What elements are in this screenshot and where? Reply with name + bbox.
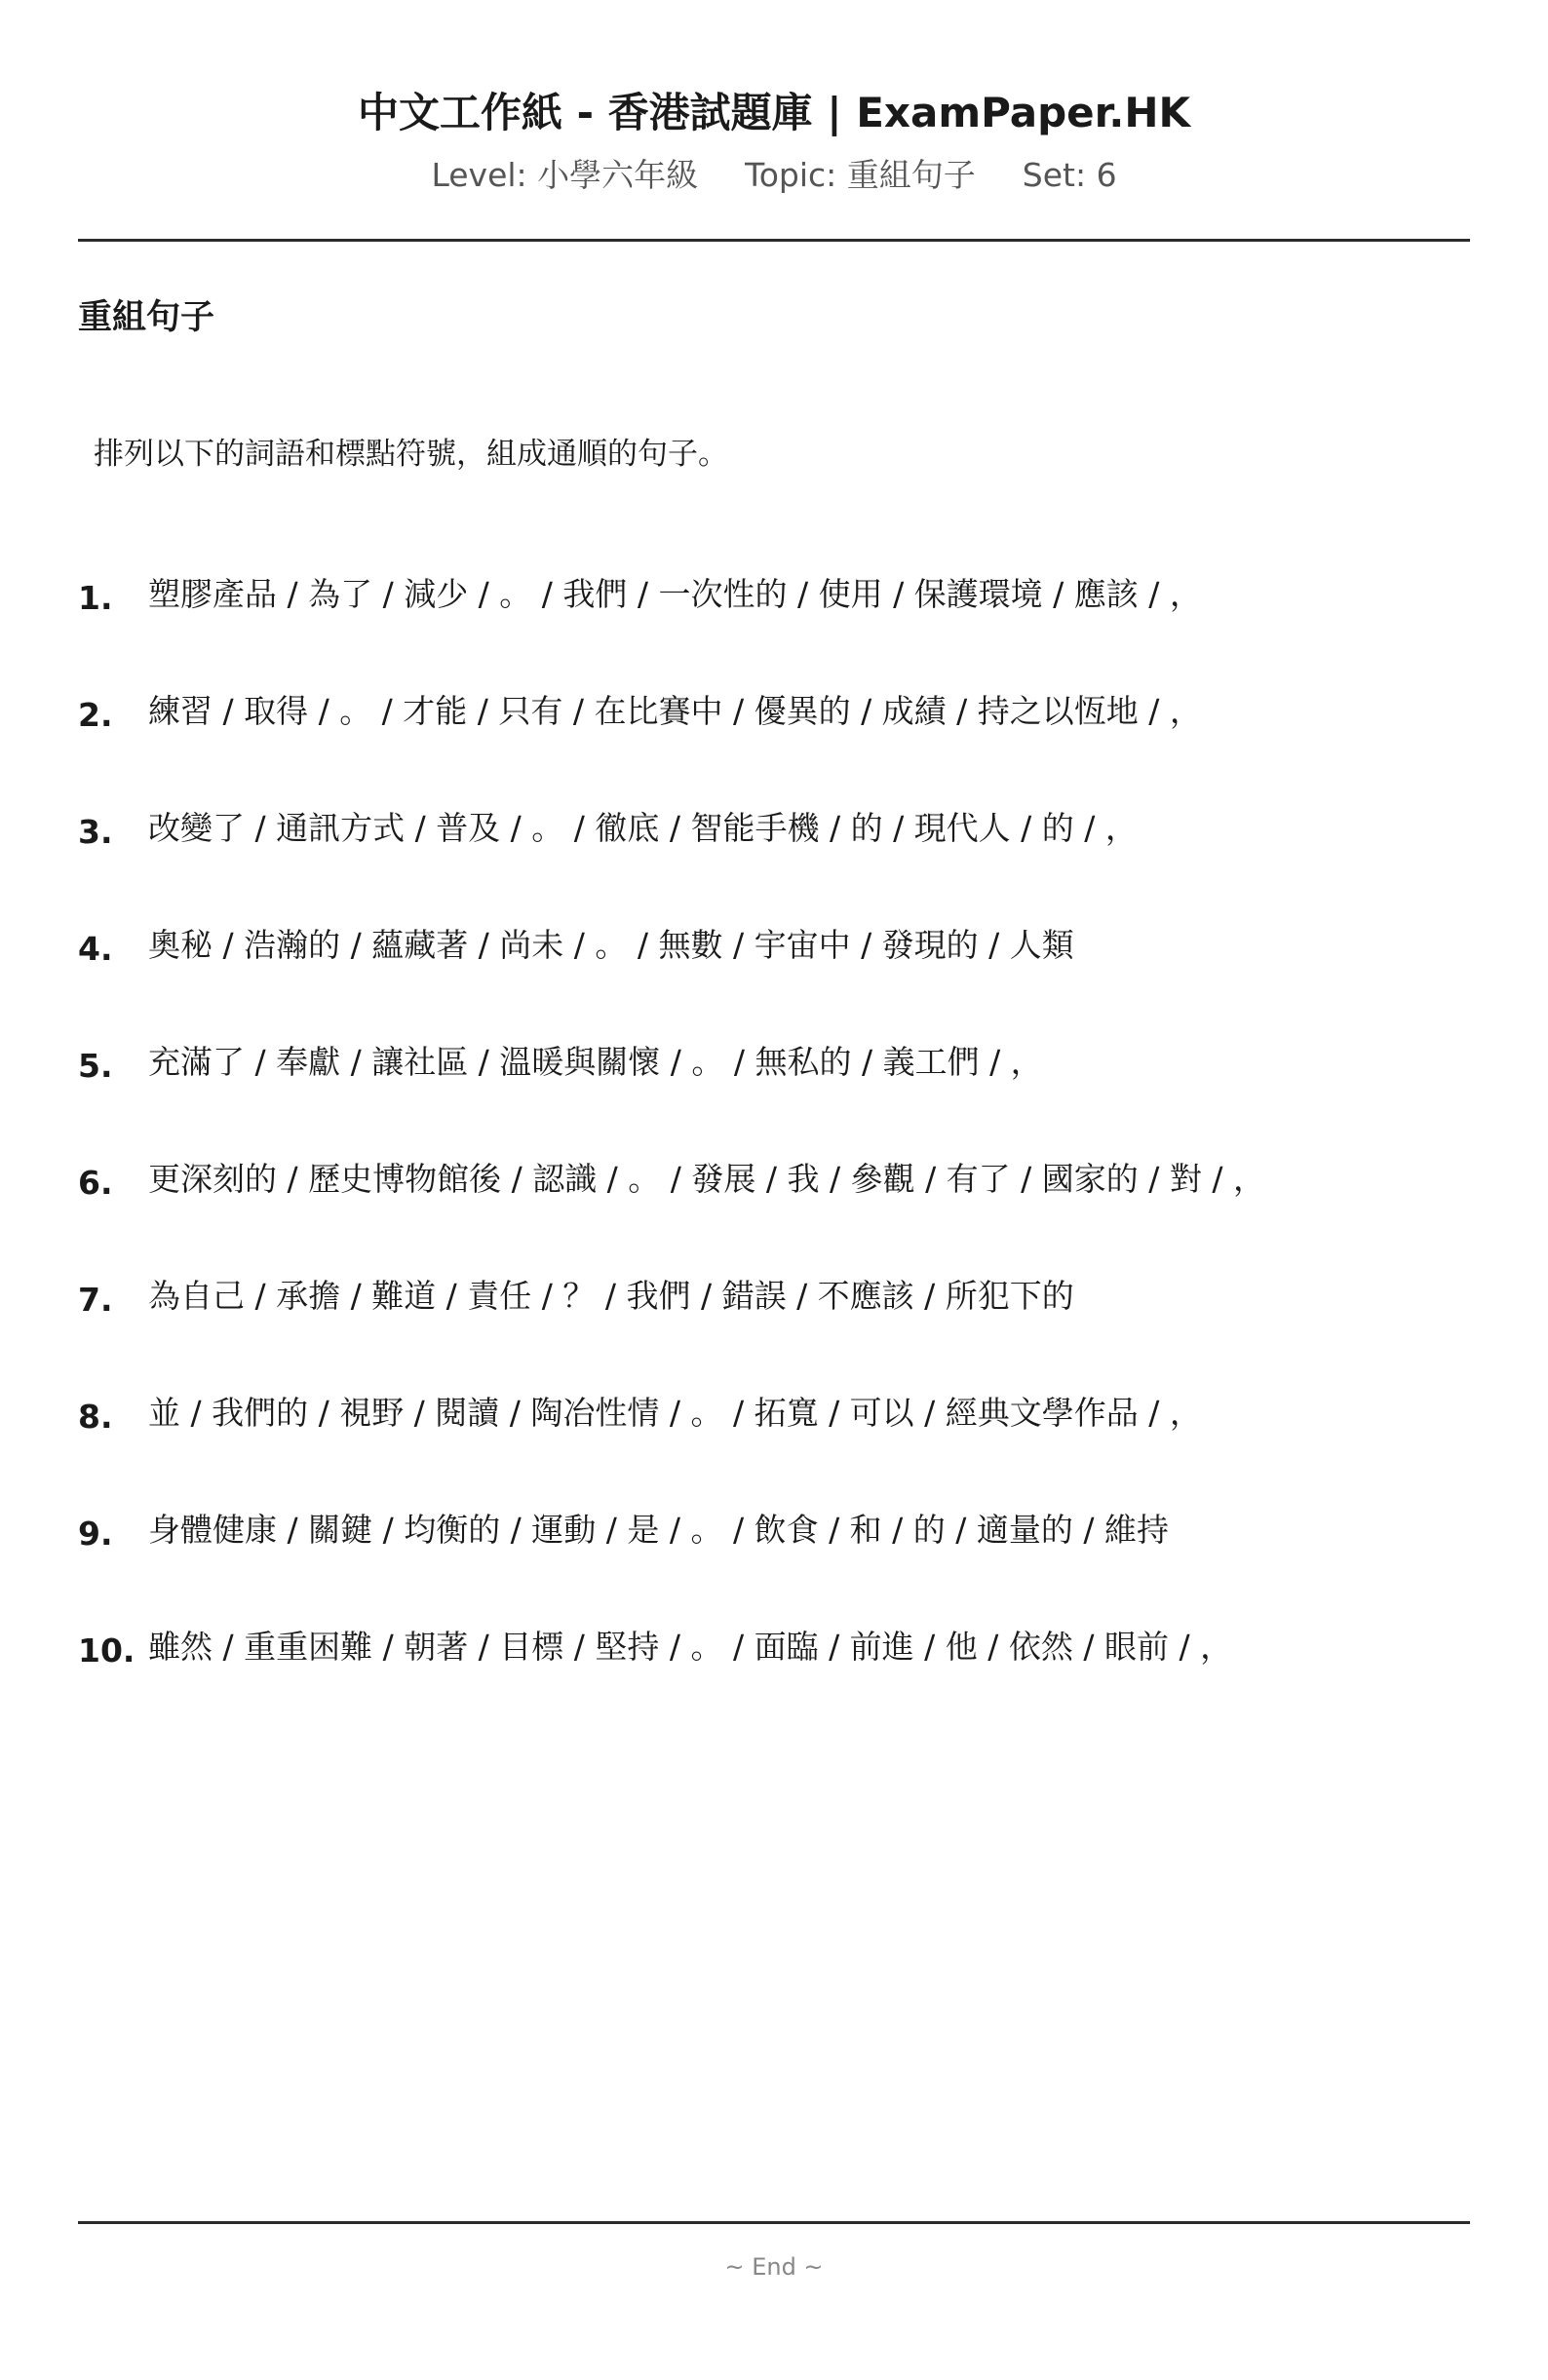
question-item [78,1390,1470,1507]
page-title: 中文工作紙 - 香港試題庫 | ExamPaper.HK [357,89,1191,136]
question-item [78,1273,1470,1390]
question-number: 1. [78,579,113,617]
topic-label: Topic: 重組句子 [745,156,976,194]
question-item [78,1624,1470,1741]
question-number: 4. [78,930,113,968]
set-label: Set: 6 [1022,156,1117,194]
question-text: 奧秘 / 浩瀚的 / 蘊藏著 / 尚未 / 。 / 無數 / 宇宙中 / 發現的 / 人類 [148,926,1074,964]
question-text: 塑膠產品 / 為了 / 減少 / 。 / 我們 / 一次性的 / 使用 / 保護環境 / 應該 / ， [148,575,1202,613]
question-number: 10. [78,1631,135,1670]
section-title: 重組句子 [78,298,215,337]
question-item [78,688,1470,805]
question-number: 5. [78,1047,113,1085]
question-text: 為自己 / 承擔 / 難道 / 責任 / ？ / 我們 / 錯誤 / 不應該 / 所犯下的 [148,1277,1074,1315]
question-item [78,1039,1470,1156]
question-item [78,571,1470,688]
question-text: 更深刻的 / 歷史博物館後 / 認識 / 。 / 發展 / 我 / 參觀 / 有了 / 國家的 / 對 / ， [148,1160,1265,1198]
question-number: 9. [78,1515,113,1553]
question-list [78,571,1470,1741]
question-item [78,805,1470,922]
end-marker: ~ End ~ [724,2253,824,2281]
page-header [78,86,1470,197]
question-text: 身體健康 / 關鍵 / 均衡的 / 運動 / 是 / 。 / 飲食 / 和 / 的 / 適量的 / 維持 [148,1511,1169,1549]
question-number: 8. [78,1398,113,1436]
question-text: 雖然 / 重重困難 / 朝著 / 目標 / 堅持 / 。 / 面臨 / 前進 / 他 / 依然 / 眼前 / ， [148,1628,1233,1666]
question-text: 改變了 / 通訊方式 / 普及 / 。 / 徹底 / 智能手機 / 的 / 現代人 / 的 / ， [148,809,1138,847]
question-text: 充滿了 / 奉獻 / 讓社區 / 溫暖與關懷 / 。 / 無私的 / 義工們 / ， [148,1043,1043,1081]
question-text: 並 / 我們的 / 視野 / 閱讀 / 陶冶性情 / 。 / 拓寬 / 可以 / 經典文學作品 / ， [148,1394,1202,1432]
level-label: Level: 小學六年級 [431,156,699,194]
instruction-text: 排列以下的詞語和標點符號，組成通順的句子。 [94,437,728,472]
question-item [78,922,1470,1039]
question-number: 7. [78,1281,113,1319]
worksheet-meta [78,154,1470,197]
question-text: 練習 / 取得 / 。 / 才能 / 只有 / 在比賽中 / 優異的 / 成績 / 持之以恆地 / ， [148,692,1202,730]
question-number: 3. [78,813,113,851]
question-item [78,1507,1470,1624]
question-number: 6. [78,1164,113,1202]
question-item [78,1156,1470,1273]
header-divider [78,239,1470,242]
question-number: 2. [78,696,113,734]
footer-divider [78,2221,1470,2224]
